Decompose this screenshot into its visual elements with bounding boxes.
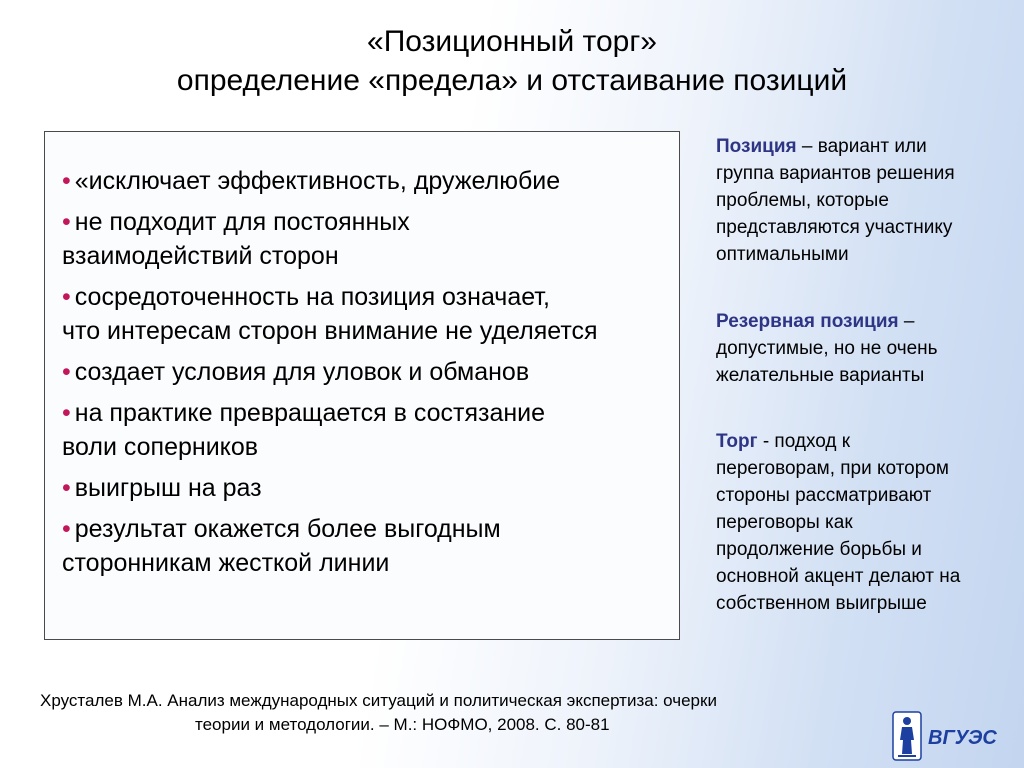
definition-bargaining xyxy=(716,428,1016,617)
list-item-text: сосредоточенность на позиция означает, xyxy=(74,283,550,311)
slide-title-line-1: «Позиционный торг» xyxy=(367,25,657,58)
list-item-text: результат окажется более выгодным xyxy=(74,515,501,543)
definition-text: переговоры как xyxy=(716,512,853,533)
definition-text: собственном выигрыше xyxy=(716,593,927,614)
definition-reserve-position xyxy=(716,308,1016,389)
bullet-icon: • xyxy=(62,167,71,195)
list-item-text-continued: что интересам сторон внимание не уделяется xyxy=(62,317,598,345)
definition-text: – вариант или xyxy=(796,136,927,157)
definition-term: Резервная позиция xyxy=(716,311,899,332)
definition-text: продолжение борьбы и xyxy=(716,539,922,560)
definition-text: – xyxy=(898,311,915,332)
list-item xyxy=(62,164,682,198)
university-logo xyxy=(890,710,1018,762)
definition-term: Позиция xyxy=(716,136,797,157)
statue-emblem-icon xyxy=(893,712,921,760)
bullet-icon: • xyxy=(62,358,71,386)
definition-text: основной акцент делают на xyxy=(716,566,961,587)
bullet-icon: • xyxy=(62,208,71,236)
list-item xyxy=(62,205,682,273)
bullet-icon: • xyxy=(62,515,71,543)
main-bullet-list xyxy=(62,164,682,587)
definition-text: стороны рассматривают xyxy=(716,485,932,506)
list-item-text-continued: воли соперников xyxy=(62,433,259,461)
citation-line-1: Хрусталев М.А. Анализ международных ситуаций и политическая экспертиза: очерки xyxy=(40,691,717,710)
bullet-icon: • xyxy=(62,399,71,427)
list-item xyxy=(62,355,682,389)
list-item xyxy=(62,280,682,348)
list-item xyxy=(62,471,682,505)
definition-text: проблемы, которые xyxy=(716,190,889,211)
list-item-text: выигрыш на раз xyxy=(74,474,262,502)
list-item xyxy=(62,512,682,580)
logo-text: ВГУЭС xyxy=(928,727,997,749)
definition-term: Торг xyxy=(716,431,758,452)
list-item-text: не подходит для постоянных xyxy=(74,208,410,236)
bullet-icon: • xyxy=(62,474,71,502)
list-item-text: «исключает эффективность, дружелюбие xyxy=(74,167,561,195)
definition-text: желательные варианты xyxy=(716,365,925,386)
citation-line-2: теории и методологии. – М.: НОФМО, 2008. С. 80-81 xyxy=(195,715,610,734)
definition-position xyxy=(716,133,1016,268)
definition-text: - подход к xyxy=(757,431,851,452)
slide-title xyxy=(0,22,1024,100)
source-citation xyxy=(0,689,880,737)
definition-text: группа вариантов решения xyxy=(716,163,955,184)
definition-text: оптимальными xyxy=(716,244,849,265)
bullet-icon: • xyxy=(62,283,71,311)
definition-text: допустимые, но не очень xyxy=(716,338,938,359)
list-item-text-continued: взаимодействий сторон xyxy=(62,242,339,270)
list-item-text: создает условия для уловок и обманов xyxy=(74,358,530,386)
list-item xyxy=(62,396,682,464)
slide-title-line-2: определение «предела» и отстаивание позиций xyxy=(176,64,848,97)
list-item-text-continued: сторонникам жесткой линии xyxy=(62,549,390,577)
list-item-text: на практике превращается в состязание xyxy=(74,399,546,427)
definition-text: представляются участнику xyxy=(716,217,953,238)
definition-text: переговорам, при котором xyxy=(716,458,949,479)
